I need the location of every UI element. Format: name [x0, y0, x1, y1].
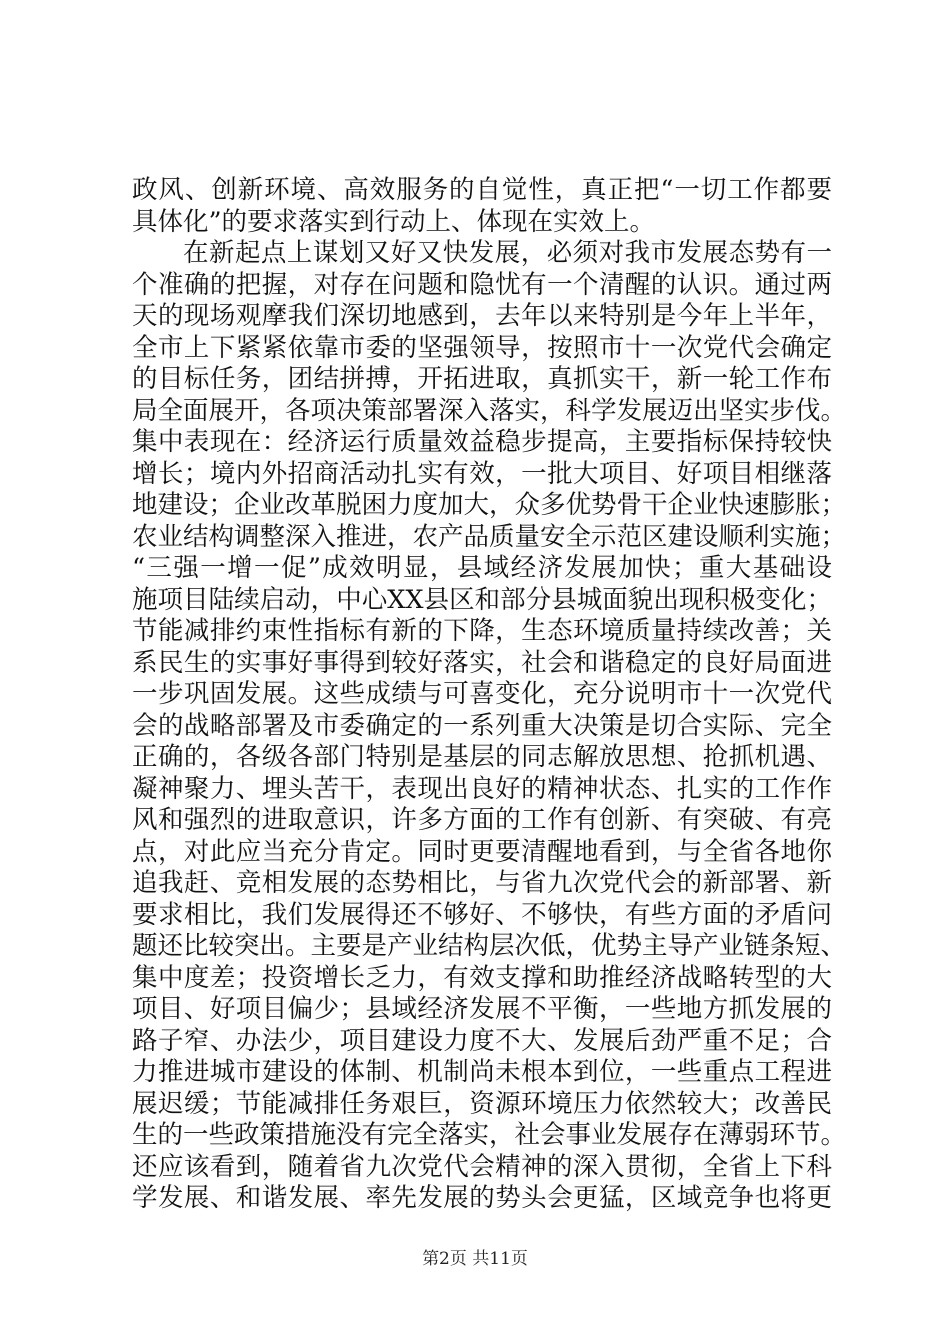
text-line: 具体化”的要求落实到行动上、体现在实效上。 — [132, 206, 656, 237]
text-line: 会的战略部署及市委确定的一系列重大决策是切合实际、完全 — [132, 710, 832, 741]
text-line: 在新起点上谋划又好又快发展，必须对我市发展态势有一 — [183, 238, 832, 268]
text-line: 学发展、和谐发展、率先发展的势头会更猛，区域竞争也将更 — [132, 1183, 832, 1213]
text-line: “三强一增一促”成效明显，县域经济发展加快；重大基础设 — [132, 553, 832, 583]
text-line: 力推进城市建设的体制、机制尚未根本到位，一些重点工程进 — [132, 1057, 832, 1087]
body-text — [132, 175, 847, 1215]
text-line: 施项目陆续启动，中心XX县区和部分县城面貌出现积极变化； — [132, 584, 832, 615]
text-line: 集中度差；投资增长乏力，有效支撑和助推经济战略转型的大 — [132, 962, 832, 993]
text-line: 增长；境内外招商活动扎实有效，一批大项目、好项目相继落 — [132, 458, 832, 489]
text-line: 凝神聚力、埋头苦干，表现出良好的精神状态、扎实的工作作 — [132, 773, 832, 804]
text-line: 项目、好项目偏少；县域经济发展不平衡，一些地方抓发展的 — [132, 994, 832, 1024]
text-line: 政风、创新环境、高效服务的自觉性，真正把“一切工作都要 — [132, 175, 832, 205]
text-line: 集中表现在：经济运行质量效益稳步提高，主要指标保持较快 — [132, 427, 832, 457]
text-line: 要求相比，我们发展得还不够好、不够快，有些方面的矛盾问 — [132, 899, 832, 930]
text-line: 题还比较突出。主要是产业结构层次低，优势主导产业链条短、 — [132, 931, 847, 961]
text-line: 追我赶、竞相发展的态势相比，与省九次党代会的新部署、新 — [132, 868, 832, 898]
text-line: 地建设；企业改革脱困力度加大，众多优势骨干企业快速膨胀； — [132, 490, 847, 520]
text-line: 农业结构调整深入推进，农产品质量安全示范区建设顺利实施； — [132, 521, 847, 552]
text-line: 天的现场观摩我们深切地感到，去年以来特别是今年上半年， — [132, 301, 832, 331]
text-line: 全市上下紧紧依靠市委的坚强领导，按照市十一次党代会确定 — [132, 332, 832, 363]
text-line: 生的一些政策措施没有完全落实，社会事业发展存在薄弱环节。 — [132, 1120, 847, 1150]
text-line: 一步巩固发展。这些成绩与可喜变化，充分说明市十一次党代 — [132, 679, 832, 709]
text-line: 还应该看到，随着省九次党代会精神的深入贯彻，全省上下科 — [132, 1151, 832, 1182]
text-line: 风和强烈的进取意识，许多方面的工作有创新、有突破、有亮 — [132, 805, 832, 835]
text-line: 局全面展开，各项决策部署深入落实，科学发展迈出坚实步伐。 — [132, 395, 847, 426]
text-line: 个准确的把握，对存在问题和隐忧有一个清醒的认识。通过两 — [132, 269, 832, 300]
text-line: 节能减排约束性指标有新的下降，生态环境质量持续改善；关 — [132, 616, 832, 646]
text-line: 的目标任务，团结拼搏，开拓进取，真抓实干，新一轮工作布 — [132, 364, 832, 394]
text-line: 点，对此应当充分肯定。同时更要清醒地看到，与全省各地你 — [132, 836, 832, 867]
text-line: 系民生的实事好事得到较好落实，社会和谐稳定的良好局面进 — [132, 647, 832, 678]
page-number-footer: 第2页 共11页 — [422, 1249, 528, 1269]
text-line: 路子窄、办法少，项目建设力度不大、发展后劲严重不足；合 — [132, 1025, 832, 1056]
text-line: 展迟缓；节能减排任务艰巨，资源环境压力依然较大；改善民 — [132, 1088, 832, 1119]
text-line: 正确的，各级各部门特别是基层的同志解放思想、抢抓机遇、 — [132, 742, 832, 772]
